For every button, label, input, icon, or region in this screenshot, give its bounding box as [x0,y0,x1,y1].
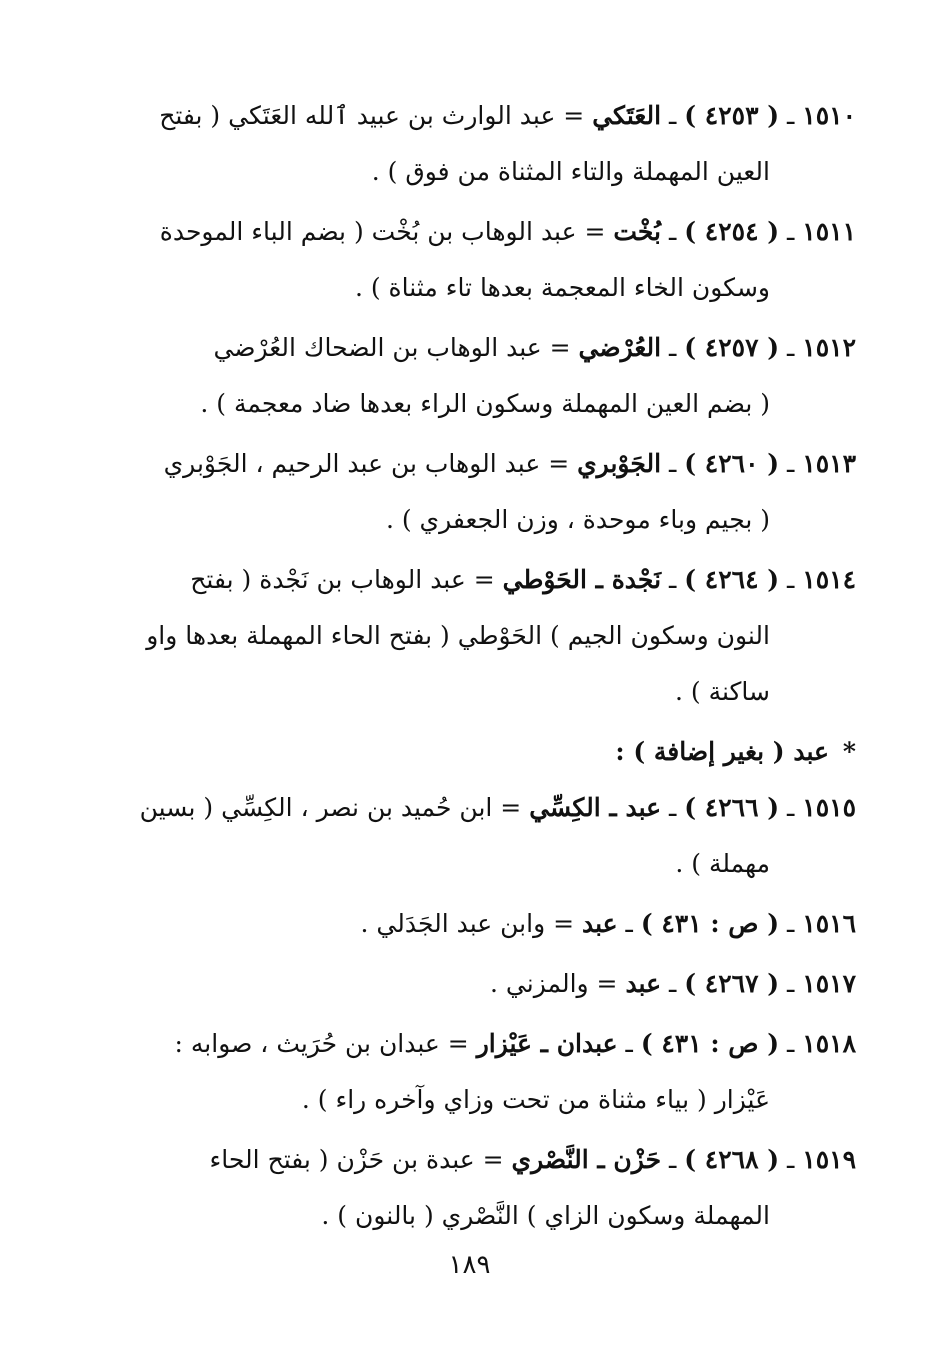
entry-number: ١٥١٣ [802,449,856,478]
entry-name: العَتَكي [592,101,662,130]
entry-number: ١٥١٧ [802,969,856,998]
entry-number: ١٥١٩ [802,1145,856,1174]
page-body [108,88,856,1244]
entry-reference: ( ٤٢٥٣ ) [684,101,780,130]
entry-reference: ( ص : ٤٣١ ) [640,1029,780,1058]
entry-continuation: عَيْزار ( بياء مثناة من تحت وزاي وآخره راء ) . [301,1085,770,1114]
entry-reference: ( ٤٢٥٧ ) [684,333,780,362]
entry-reference: ( ٤٢٦٧ ) [684,969,780,998]
entry-name: عبد [582,909,618,938]
entry-text: = عبد الوهاب بن نَجْدة ( بفتح [190,565,495,594]
entry-reference: ( ٤٢٦٠ ) [684,449,780,478]
entry-1517: ١٥١٧ ـ ( ٤٢٦٧ ) ـ عبد = والمزني . [490,969,856,998]
entry-text: = عبد الوهاب بن عبد الرحيم ، الجَوْبري [163,449,570,478]
entry-text: = وابن عبد الجَدَلي . [360,909,575,938]
entry-continuation: وسكون الخاء المعجمة بعدها تاء مثناة ) . [354,273,770,302]
entry-number: ١٥١٦ [802,909,856,938]
entry-continuation: العين المهملة والتاء المثناة من فوق ) . [371,157,770,186]
entry-text: = عبدة بن حَزْن ( بفتح الحاء [209,1145,504,1174]
entry-continuation: النون وسكون الجيم ) الحَوْطي ( بفتح الحاء المهملة بعدها واو [146,621,770,650]
entry-1514: ١٥١٤ ـ ( ٤٢٦٤ ) ـ نَجْدة ـ الحَوْطي = عبد الوهاب بن نَجْدة ( بفتح النون وسكون الجيم ) الحَوْطي ( بفتح الحاء المهملة بعدها واو ساكنة ) . [108,552,856,720]
asterisk-icon: * [842,737,856,766]
entry-1519: ١٥١٩ ـ ( ٤٢٦٨ ) ـ حَزْن ـ النَّصْري = عبدة بن حَزْن ( بفتح الحاء المهملة وسكون الزاي ) النَّصْري ( بالنون ) . [108,1132,856,1244]
entry-continuation: ( بضم العين المهملة وسكون الراء بعدها ضاد معجمة ) . [200,389,770,418]
entry-text: = عبد الوهاب بن بُخْت ( بضم الباء الموحدة [159,217,606,246]
entry-1512: ١٥١٢ ـ ( ٤٢٥٧ ) ـ العُرْضي = عبد الوهاب بن الضحاك العُرْضي ( بضم العين المهملة وسكون الراء بعدها ضاد معجمة ) . [108,320,856,432]
entry-1516: ١٥١٦ ـ ( ص : ٤٣١ ) ـ عبد = وابن عبد الجَدَلي . [360,909,856,938]
entry-number: ١٥١٨ [802,1029,856,1058]
entry-name: حَزْن ـ النَّصْري [511,1145,662,1174]
entry-text: = ابن حُميد بن نصر ، الكِسِّي ( بسين [139,793,522,822]
entry-name: نَجْدة ـ الحَوْطي [502,565,662,594]
entry-text: = والمزني . [490,969,618,998]
entry-name: عبدان ـ عَيْزار [476,1029,618,1058]
entry-name: بُخْت [613,217,662,246]
entry-number: ١٥١٥ [802,793,856,822]
entry-continuation: ساكنة ) . [674,677,770,706]
entry-name: عبد ـ الكِسِّي [529,793,662,822]
entry-continuation: مهملة ) . [675,849,770,878]
entry-name: العُرْضي [578,333,662,362]
entry-text: = عبدان بن حُرَيث ، صوابه : [174,1029,469,1058]
entry-number: ١٥١١ [802,217,856,246]
entry-reference: ( ٤٢٦٤ ) [684,565,780,594]
entry-text: = عبد الوارث بن عبيد ٱلله العَتَكي ( بفتح [159,101,585,130]
entry-1513: ١٥١٣ ـ ( ٤٢٦٠ ) ـ الجَوْبري = عبد الوهاب بن عبد الرحيم ، الجَوْبري ( بجيم وباء موحدة ، وزن الجعفري ) . [108,436,856,548]
entry-number: ١٥١٤ [802,565,856,594]
entry-reference: ( ٤٢٥٤ ) [684,217,780,246]
entry-continuation: المهملة وسكون الزاي ) النَّصْري ( بالنون ) . [321,1201,770,1230]
entry-reference: ( ص : ٤٣١ ) [640,909,780,938]
entry-number: ١٥١٠ [802,101,856,130]
entry-1518: ١٥١٨ ـ ( ص : ٤٣١ ) ـ عبدان ـ عَيْزار = عبدان بن حُرَيث ، صوابه : عَيْزار ( بياء مثناة من تحت وزاي وآخره راء ) . [108,1016,856,1128]
entry-reference: ( ٤٢٦٦ ) [684,793,780,822]
entry-name: الجَوْبري [577,449,662,478]
entry-1515: ١٥١٥ ـ ( ٤٢٦٦ ) ـ عبد ـ الكِسِّي = ابن حُميد بن نصر ، الكِسِّي ( بسين مهملة ) . [108,780,856,892]
entry-reference: ( ٤٢٦٨ ) [684,1145,780,1174]
entry-text: = عبد الوهاب بن الضحاك العُرْضي [213,333,571,362]
entry-1511: ١٥١١ ـ ( ٤٢٥٤ ) ـ بُخْت = عبد الوهاب بن بُخْت ( بضم الباء الموحدة وسكون الخاء المعجمة بعدها تاء مثناة ) . [108,204,856,316]
entry-continuation: ( بجيم وباء موحدة ، وزن الجعفري ) . [385,505,770,534]
entry-name: عبد [625,969,662,998]
section-heading-text: عبد ( بغير إضافة ) : [615,737,829,766]
page-number: ١٨٩ [448,1250,491,1280]
entry-1510: ١٥١٠ ـ ( ٤٢٥٣ ) ـ العَتَكي = عبد الوارث بن عبيد ٱلله العَتَكي ( بفتح العين المهملة والتاء المثناة من فوق ) . [108,88,856,200]
section-heading [108,724,856,780]
entry-number: ١٥١٢ [802,333,856,362]
